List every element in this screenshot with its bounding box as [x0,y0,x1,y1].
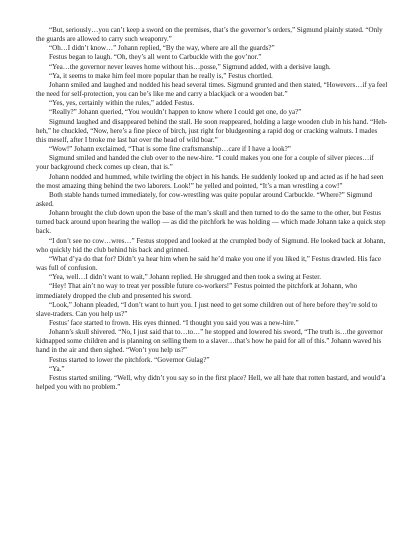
paragraph: Festus started to lower the pitchfork. “Governor Gulag?” [49,355,210,364]
paragraph: “Ya.” [49,364,65,373]
paragraph: Sigmund smiled and handed the club over to the new-hire. “I could makes you one for a couple of silver pieces…if your background check comes up clean, that is.” [36,154,374,172]
paragraph: Johann brought the club down upon the base of the man’s skull and then turned to do the same to the other, but Festus turned back around upon hearing the wallop — as did the pitchfork he was holding — which made Johann take a quick step back. [36,209,386,236]
paragraph: Festus’ face started to frown. His eyes thinned. “I thought you said you was a new-hire.” [49,319,299,327]
paragraph: “But, seriously…you can’t keep a sword on the premises, that’s the governor’s orders,” Sigmund plainly stated. “Only the guards are allowed to carry such weaponry.” [36,26,383,44]
paragraph: Festus began to laugh. “Oh, they’s all went to Carbuckle with the gov’nor.” [49,53,262,62]
paragraph: Festus started smiling. “Well, why didn’t you say so in the first place? Hell, we all hate that rotten bastard, and would’a helped you with no problem.” [36,373,386,392]
paragraph: “Ya, it seems to make him feel more popular than he really is,” Festus chortled. [49,71,273,80]
paragraph: “Yea…the governor never leaves home without his…posse,” Sigmund added, with a derisive laugh. [49,62,331,71]
paragraph: “Yea, well…I didn’t want to wait,” Johann replied. He shrugged and then took a swing at Fester. [49,273,321,282]
paragraph: “What d’ya do that for? Didn’t ya hear him when he said he’d make you one if you liked it,” Festus drawled. His face was full of confusion. [36,254,381,273]
paragraph: “Really?” Johann queried, “You wouldn’t happen to know where I could get one, do ya?” [49,108,302,117]
paragraph: “I don’t see no cow…wres…” Festus stopped and looked at the crumpled body of Sigmund. He looked back at Johann, who quickly hid the club behind his back and grinned. [36,236,386,254]
paragraph: “Oh…I didn’t know…” Johann replied, “By the way, where are all the guards?” [49,44,275,53]
paragraph: Johann smiled and laughed and nodded his head several times. Sigmund grunted and then stated, “Howevers…if ya feel the need for self-protection, you can be’s like me and carry a blackjack or a wooden bat.” [36,80,388,99]
paragraph: “Yes, yes, certainly within the rules,” added Festus. [49,99,195,108]
paragraph: “Wow!” Johann exclaimed, “That is some fine craftsmanship…care if I have a look?” [49,145,291,154]
paragraph: “Look,” Johann pleaded, “I don’t want to hurt you. I just need to get some children out of here before they’re sold to slave-traders. Can you help us?” [36,300,378,318]
paragraph: Johann nodded and hummed, while twirling the object in his hands. He suddenly looked up and acted as if he had seen the most amazing thing behind the two laborers. Look!” he yelled and pointed, “It’s a man wrestling a cow!” [36,172,384,190]
paragraph: “Hey! That ain’t no way to treat yer possible future co-workers!” Festus pointed the pitchfork at Johann, who immediately dropped the club and presented his sword. [36,282,358,300]
paragraph: Sigmund laughed and disappeared behind the stall. He soon reappeared, holding a large wooden club in his hand. “Heh-heh,” he chuckled, “Now, here’s a fine piece of birch, just right for bludgeoning a rapid dog or cracking walnuts. I mades this meself, after I broke me last bat over the head of wild boar.” [36,117,388,144]
paragraph: Both stable hands turned immediately, for cow-wrestling was quite popular around Carbuckle. “Where?” Sigmund asked. [36,190,373,208]
paragraph: Johann’s skull shivered. “No, I just said that to…to…” he stopped and lowered his sword, “The truth is…the governor kidnapped some children and is planning on selling them to a slaver…that’s how he paid for all of this.” Johann waved his hand in the air and then sighed. “Won’t you help us?” [36,328,383,355]
